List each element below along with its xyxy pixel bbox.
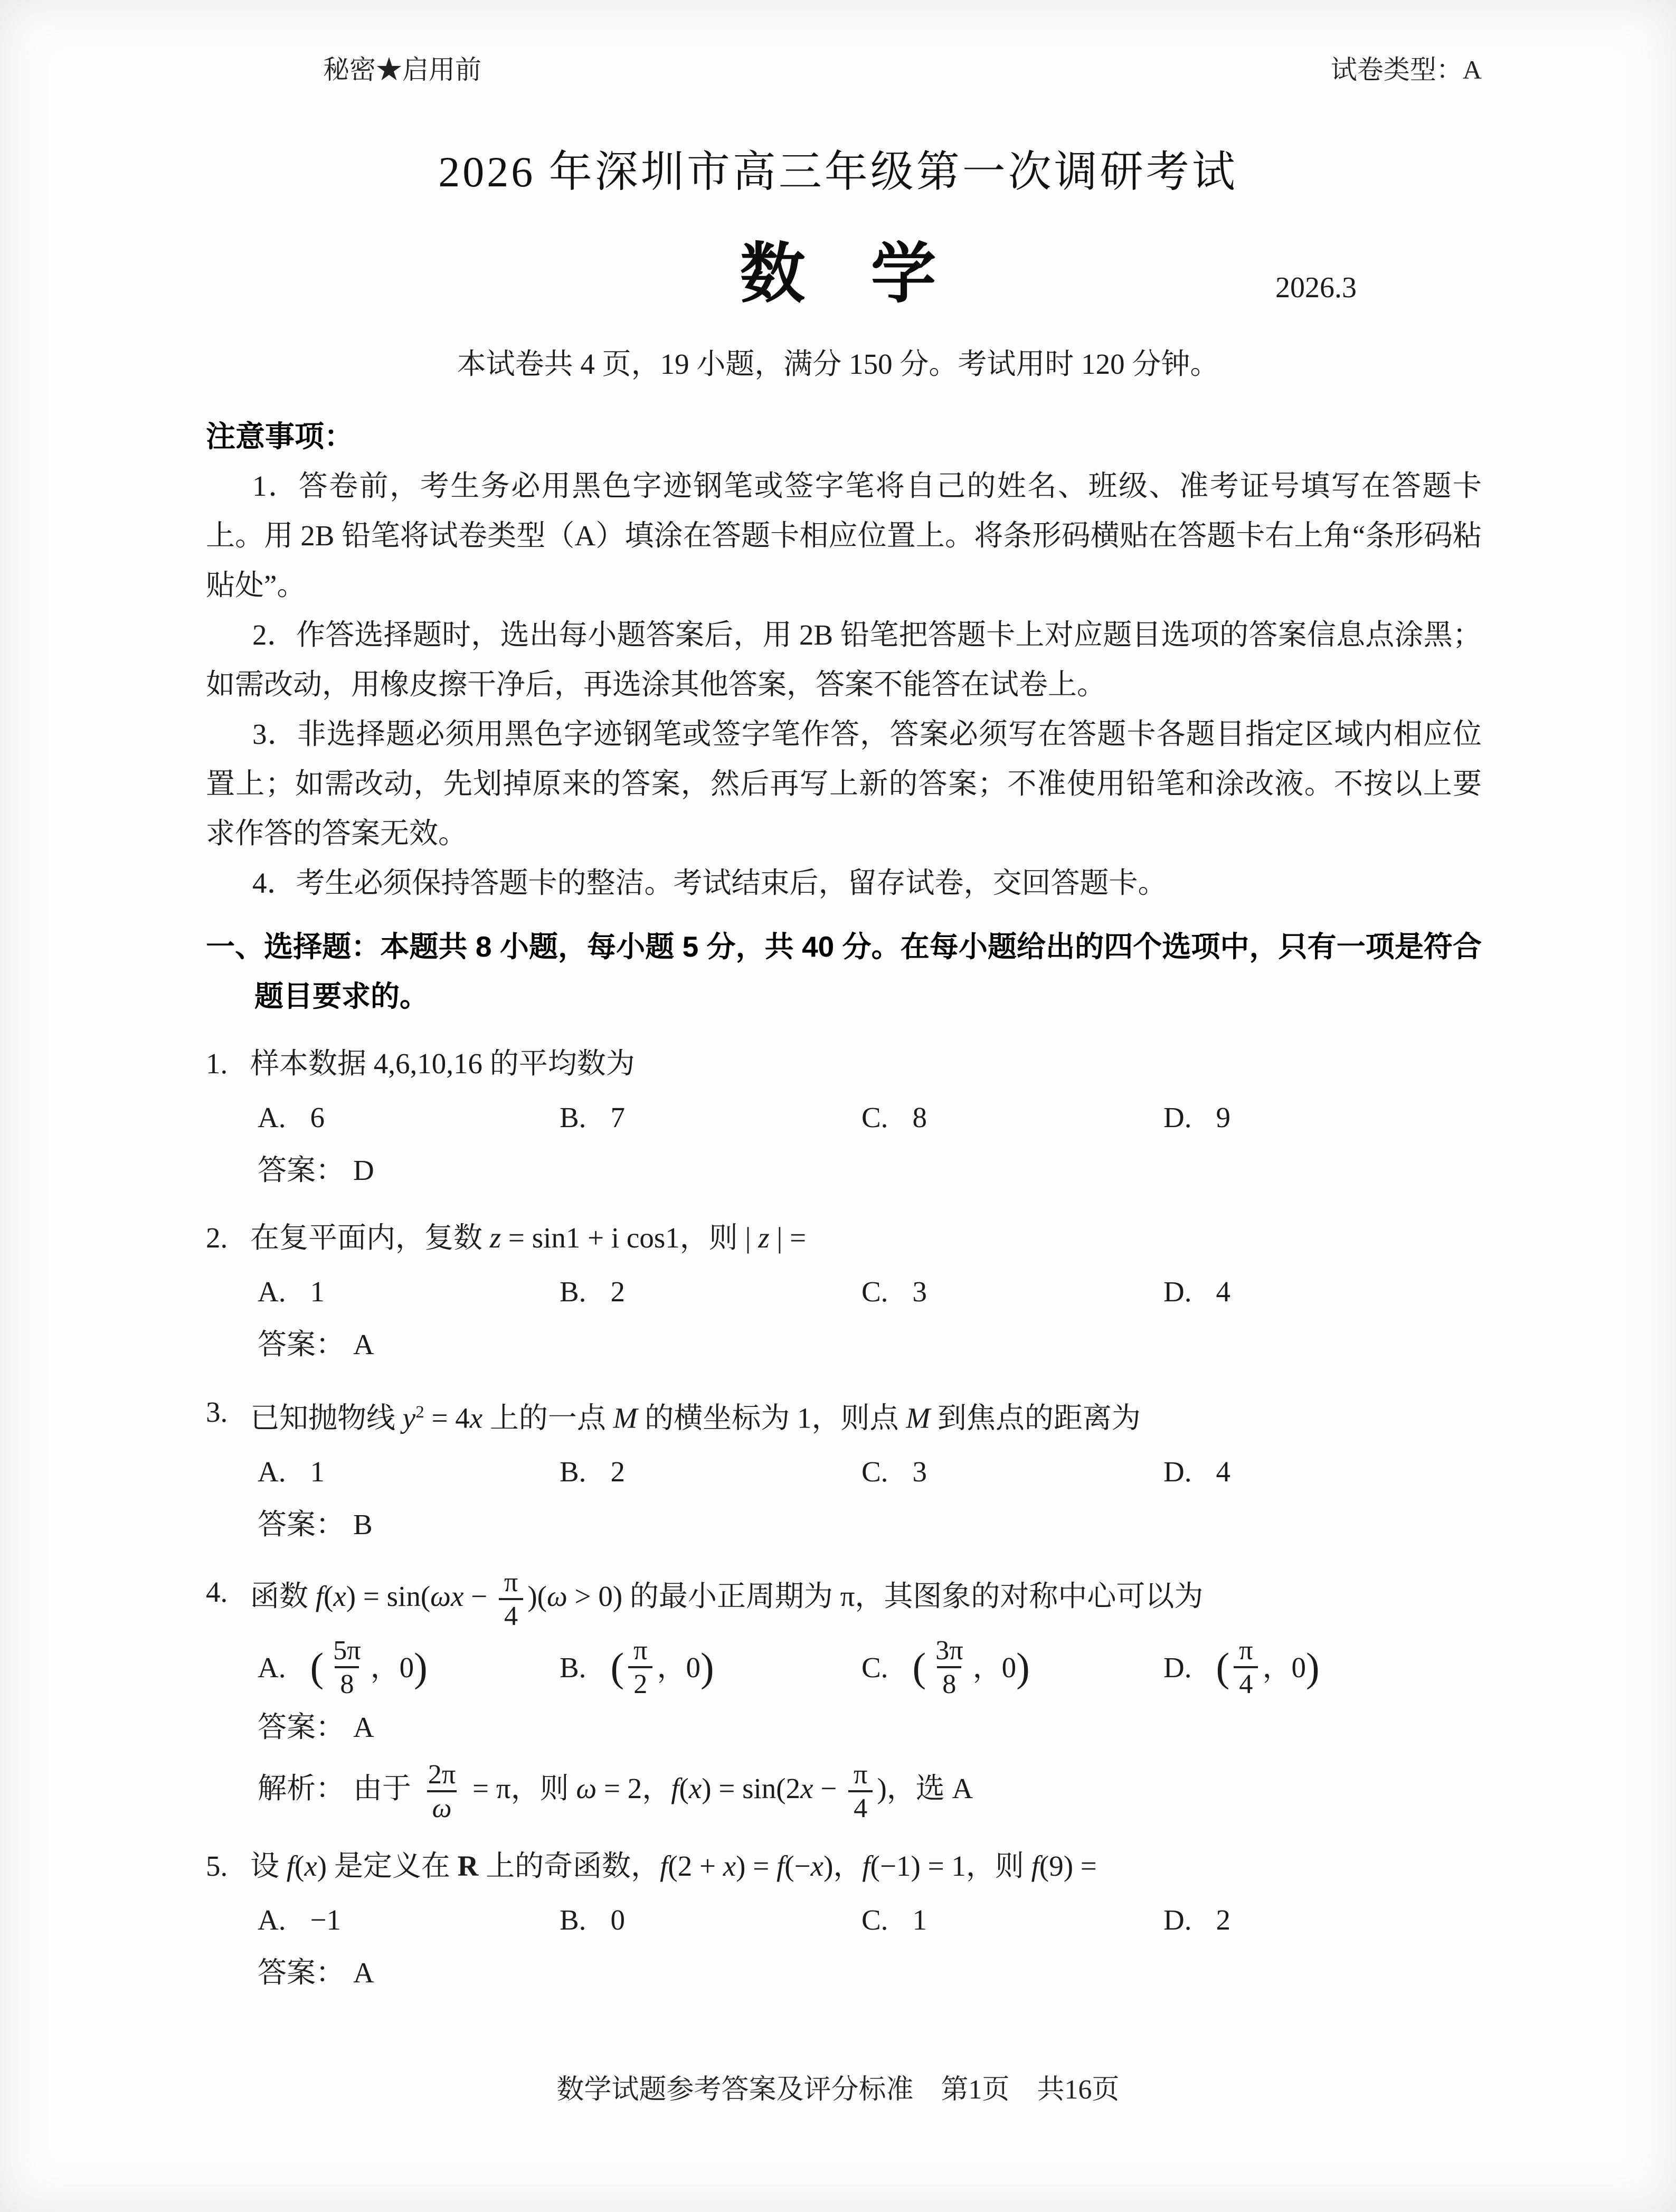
math-var: f bbox=[862, 1850, 870, 1883]
option-b: B. 0 bbox=[560, 1895, 861, 1945]
fraction: $\frac{2\pi}{\omega}$ bbox=[423, 1760, 461, 1823]
math-var: f bbox=[286, 1850, 295, 1883]
fraction: $\frac{\pi}{2}$ bbox=[628, 1636, 652, 1699]
answer-value: A bbox=[353, 1711, 374, 1744]
question-number: 1. bbox=[206, 1047, 228, 1080]
question-stem-text: 函数 f(x) = sin(ωx − $\frac{\pi}{4}$ )(ω > 0) 的最小正周期为 π，其图象的对称中心可以为 bbox=[250, 1567, 1204, 1631]
answer-line bbox=[258, 1320, 1482, 1369]
option-c: C. 1 bbox=[861, 1895, 1163, 1945]
option-value: −1 bbox=[310, 1904, 342, 1936]
answer-label: 答案： bbox=[258, 1328, 345, 1360]
math-var: f bbox=[671, 1772, 679, 1805]
option-b: B. 7 bbox=[560, 1093, 861, 1142]
exam-meta-line: 本试卷共 4 页，19 小题，满分 150 分。考试用时 120 分钟。 bbox=[457, 348, 1219, 380]
option-b: B. ( $\frac{\pi}{2}$ ，0 ) bbox=[560, 1635, 714, 1699]
answer-line bbox=[258, 1500, 1482, 1549]
notes-heading: 注意事项： bbox=[206, 420, 354, 453]
answer-value: A bbox=[353, 1956, 374, 1989]
math-var: ω bbox=[546, 1580, 567, 1613]
math-var: z bbox=[489, 1222, 501, 1254]
question-number: 4. bbox=[206, 1576, 228, 1609]
question-1-stem bbox=[206, 1039, 1482, 1089]
question-1-options bbox=[258, 1093, 1482, 1142]
question-5-options bbox=[258, 1895, 1482, 1945]
fraction: $\frac{5\pi}{8}$ bbox=[333, 1635, 361, 1699]
option-c: C. 3 bbox=[861, 1267, 1163, 1317]
math-var: x bbox=[469, 1402, 483, 1434]
question-number: 2. bbox=[206, 1222, 228, 1254]
option-a: A. 6 bbox=[258, 1093, 560, 1142]
math-var: x bbox=[810, 1850, 824, 1883]
paren-open: ( bbox=[610, 1644, 624, 1690]
option-value: 3 bbox=[912, 1275, 927, 1308]
question-stem-text: 样本数据 4,6,10,16 的平均数为 bbox=[250, 1047, 635, 1080]
math-var: x bbox=[723, 1850, 736, 1883]
answer-value: D bbox=[353, 1154, 374, 1186]
question-stem-text: 在复平面内，复数 z = sin1 + i cos1，则 | z | = bbox=[250, 1222, 807, 1254]
math-var: f bbox=[777, 1850, 785, 1883]
math-bold-R: R bbox=[457, 1850, 479, 1883]
question-number: 5. bbox=[206, 1850, 228, 1883]
question-2 bbox=[206, 1213, 1482, 1369]
paren-open: ( bbox=[310, 1644, 324, 1690]
fraction: $\frac{\pi}{4}$ bbox=[499, 1567, 523, 1631]
math-var: M bbox=[906, 1402, 931, 1434]
note-item-3: 3．非选择题必须用黑色字迹钢笔或签字笔作答，答案必须写在答题卡各题目指定区域内相应位置上；如需改动，先划掉原来的答案，然后再写上新的答案；不准使用铅笔和涂改液。不按以上要求作答的答案无效。 bbox=[206, 718, 1482, 849]
answer-line bbox=[258, 1146, 1482, 1195]
option-c: C. 3 bbox=[861, 1447, 1163, 1497]
note-item-1: 1．答卷前，考生务必用黑色字迹钢笔或签字笔将自己的姓名、班级、准考证号填写在答题卡上。用 2B 铅笔将试卷类型（A）填涂在答题卡相应位置上。将条形码横贴在答题卡右上角“条形码粘贴处”。 bbox=[206, 470, 1482, 601]
question-3 bbox=[206, 1387, 1482, 1549]
option-value: 0 bbox=[610, 1904, 625, 1936]
answer-value: B bbox=[353, 1508, 373, 1541]
option-value: 1 bbox=[310, 1455, 325, 1488]
paren-close: ) bbox=[700, 1644, 714, 1690]
option-b: B. 2 bbox=[560, 1447, 861, 1497]
math-var: y bbox=[402, 1402, 416, 1434]
paren-close: ) bbox=[414, 1644, 428, 1690]
option-value: 2 bbox=[1216, 1904, 1230, 1936]
answer-value: A bbox=[353, 1328, 374, 1360]
option-value: 2 bbox=[610, 1275, 625, 1308]
question-2-stem bbox=[206, 1213, 1482, 1263]
math-var: f bbox=[315, 1580, 324, 1613]
question-3-options bbox=[258, 1447, 1482, 1497]
fraction: $\frac{3\pi}{8}$ bbox=[935, 1635, 963, 1699]
option-value: 9 bbox=[1216, 1101, 1230, 1133]
question-4-stem bbox=[206, 1567, 1482, 1631]
question-2-options bbox=[258, 1267, 1482, 1317]
math-var: x bbox=[688, 1772, 702, 1805]
subject-title: 数 学 bbox=[740, 238, 936, 310]
math-var: f bbox=[1031, 1850, 1039, 1883]
math-var: ωx bbox=[430, 1580, 464, 1613]
option-value: 6 bbox=[310, 1101, 325, 1133]
answer-line bbox=[258, 1703, 1482, 1752]
question-4-options bbox=[258, 1636, 1482, 1699]
question-stem-text: 设 f(x) 是定义在 R 上的奇函数，f(2 + x) = f(−x)，f(−1) = 1，则 f(9) = bbox=[250, 1850, 1097, 1883]
paren-open: ( bbox=[912, 1644, 926, 1690]
option-value: 8 bbox=[912, 1101, 927, 1133]
content-body bbox=[206, 412, 1482, 1998]
question-5-stem bbox=[206, 1841, 1482, 1891]
answer-label: 答案： bbox=[258, 1956, 345, 1989]
option-value: 1 bbox=[310, 1275, 325, 1308]
note-item-2: 2．作答选择题时，选出每小题答案后，用 2B 铅笔把答题卡上对应题目选项的答案信息点涂黑；如需改动，用橡皮擦干净后，再选涂其他答案，答案不能答在试卷上。 bbox=[206, 619, 1482, 701]
option-value: 1 bbox=[912, 1904, 927, 1936]
question-4 bbox=[206, 1567, 1482, 1823]
option-a: A. 1 bbox=[258, 1447, 560, 1497]
option-a: A. −1 bbox=[258, 1895, 560, 1945]
page-header bbox=[0, 0, 1676, 87]
analysis-line: 解析： 由于 $\frac{2\pi}{\omega}$ = π，则 ω = 2，f(x) = sin(2x − $\frac{\pi}{4}$ )，选 A bbox=[258, 1759, 973, 1823]
paper-type-label: 试卷类型：A bbox=[1330, 55, 1482, 84]
option-c: C. ( $\frac{3\pi}{8}$ ，0 ) bbox=[861, 1635, 1030, 1699]
math-var: ω bbox=[576, 1772, 597, 1805]
analysis-label: 解析： bbox=[258, 1772, 345, 1805]
question-number: 3. bbox=[206, 1396, 228, 1428]
paren-close: ) bbox=[1306, 1644, 1320, 1690]
math-var: f bbox=[660, 1850, 668, 1883]
superscript: 2 bbox=[415, 1403, 424, 1422]
answer-line bbox=[258, 1948, 1482, 1998]
answer-label: 答案： bbox=[258, 1154, 345, 1186]
question-stem-text: 已知抛物线 $y^2 = 4x$ 上的一点 M 的横坐标为 1，则点 M 到焦点的距离为 bbox=[250, 1402, 1141, 1434]
math-var: x bbox=[333, 1580, 346, 1613]
option-value: 3 bbox=[912, 1455, 927, 1488]
option-a: A. ( $\frac{5\pi}{8}$ ，0 ) bbox=[258, 1635, 428, 1699]
math-var: x bbox=[800, 1772, 813, 1805]
paren-open: ( bbox=[1216, 1644, 1230, 1690]
section-heading: 一、选择题：本题共 8 小题，每小题 5 分，共 40 分。在每小题给出的四个选项中，只有一项是符合题目要求的。 bbox=[206, 930, 1482, 1013]
option-d: D. 9 bbox=[1163, 1093, 1230, 1142]
option-d: D. 4 bbox=[1163, 1447, 1230, 1497]
exam-date: 2026.3 bbox=[1275, 271, 1357, 304]
answer-label: 答案： bbox=[258, 1711, 345, 1744]
option-d: D. 2 bbox=[1163, 1895, 1230, 1945]
question-5 bbox=[206, 1841, 1482, 1998]
fraction: $\frac{\pi}{4}$ bbox=[848, 1760, 873, 1823]
option-value: 4 bbox=[1216, 1455, 1230, 1488]
option-d: D. 4 bbox=[1163, 1267, 1230, 1317]
subject-row bbox=[0, 221, 1676, 310]
fraction: $\frac{\pi}{4}$ bbox=[1234, 1636, 1258, 1699]
question-1 bbox=[206, 1039, 1482, 1195]
answer-label: 答案： bbox=[258, 1508, 345, 1541]
security-classification: 秘密★启用前 bbox=[323, 55, 481, 84]
math-var: x bbox=[304, 1850, 317, 1883]
math-var: M bbox=[613, 1402, 638, 1434]
option-a: A. 1 bbox=[258, 1267, 560, 1317]
exam-title: 2026 年深圳市高三年级第一次调研考试 bbox=[438, 148, 1238, 196]
option-value: 2 bbox=[610, 1455, 625, 1488]
option-value: 4 bbox=[1216, 1275, 1230, 1308]
option-d: D. ( $\frac{\pi}{4}$ ，0 ) bbox=[1163, 1635, 1320, 1699]
note-item-4: 4．考生必须保持答题卡的整洁。考试结束后，留存试卷，交回答题卡。 bbox=[252, 867, 1167, 899]
page-footer: 数学试题参考答案及评分标准 第1页 共16页 bbox=[556, 2075, 1120, 2105]
question-3-stem bbox=[206, 1387, 1482, 1443]
paren-close: ) bbox=[1016, 1644, 1030, 1690]
option-c: C. 8 bbox=[861, 1093, 1163, 1142]
option-b: B. 2 bbox=[560, 1267, 861, 1317]
math-var: z bbox=[758, 1222, 770, 1254]
option-value: 7 bbox=[610, 1101, 625, 1133]
